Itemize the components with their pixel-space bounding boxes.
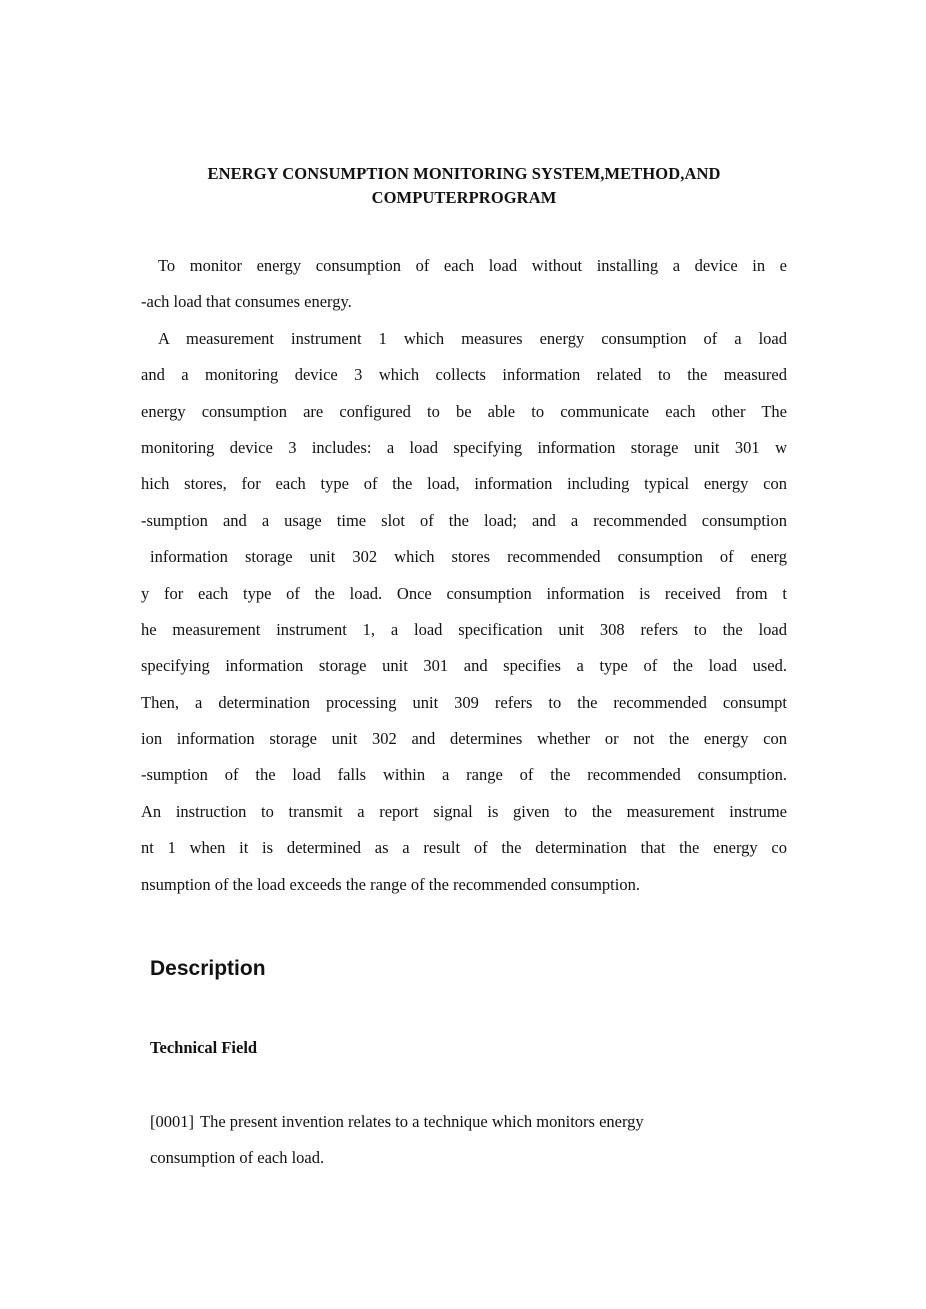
abstract-line: -sumption and a usage time slot of the load; and a recommended consumption bbox=[141, 510, 787, 530]
document-title bbox=[140, 162, 788, 210]
abstract-line: A measurement instrument 1 which measures energy consumption of a load bbox=[158, 328, 787, 348]
abstract-line: monitoring device 3 includes: a load specifying information storage unit 301 w bbox=[141, 437, 787, 457]
abstract-line: nt 1 when it is determined as a result of the determination that the energy co bbox=[141, 838, 787, 858]
paragraph-line-1 bbox=[150, 1104, 790, 1140]
abstract-line: -sumption of the load falls within a range of the recommended consumption. bbox=[141, 765, 787, 785]
paragraph-line-2: consumption of each load. bbox=[150, 1148, 325, 1168]
section-heading-description: Description bbox=[150, 957, 266, 980]
abstract-line: y for each type of the load. Once consumption information is received from t bbox=[141, 583, 787, 603]
abstract-line: specifying information storage unit 301 and specifies a type of the load used. bbox=[141, 656, 787, 676]
abstract-line: information storage unit 302 which stores recommended consumption of energ bbox=[150, 547, 787, 567]
paragraph-text: The present invention relates to a technique which monitors energy bbox=[200, 1112, 644, 1131]
title-line-2: COMPUTERPROGRAM bbox=[371, 188, 557, 207]
abstract-line: and a monitoring device 3 which collects information related to the measured bbox=[141, 365, 787, 385]
abstract-line: ion information storage unit 302 and determines whether or not the energy con bbox=[141, 729, 787, 749]
abstract-line: hich stores, for each type of the load, information including typical energy con bbox=[141, 474, 787, 494]
abstract-line: To monitor energy consumption of each load without installing a device in e bbox=[158, 256, 787, 275]
paragraph-0001 bbox=[150, 1104, 790, 1177]
abstract-line: -ach load that consumes energy. bbox=[141, 292, 352, 312]
paragraph-number: [0001] bbox=[150, 1112, 194, 1131]
abstract-line: An instruction to transmit a report signal is given to the measurement instrume bbox=[141, 801, 787, 821]
abstract-line: nsumption of the load exceeds the range of the recommended consumption. bbox=[141, 874, 640, 894]
abstract-line: he measurement instrument 1, a load specification unit 308 refers to the load bbox=[141, 619, 787, 639]
abstract-text bbox=[141, 248, 787, 903]
title-line-1: ENERGY CONSUMPTION MONITORING SYSTEM,METHOD,AND bbox=[207, 164, 721, 183]
subsection-heading-technical-field: Technical Field bbox=[150, 1038, 258, 1057]
abstract-line: energy consumption are configured to be able to communicate each other The bbox=[141, 401, 787, 421]
abstract-line: Then, a determination processing unit 309 refers to the recommended consumpt bbox=[141, 692, 787, 712]
